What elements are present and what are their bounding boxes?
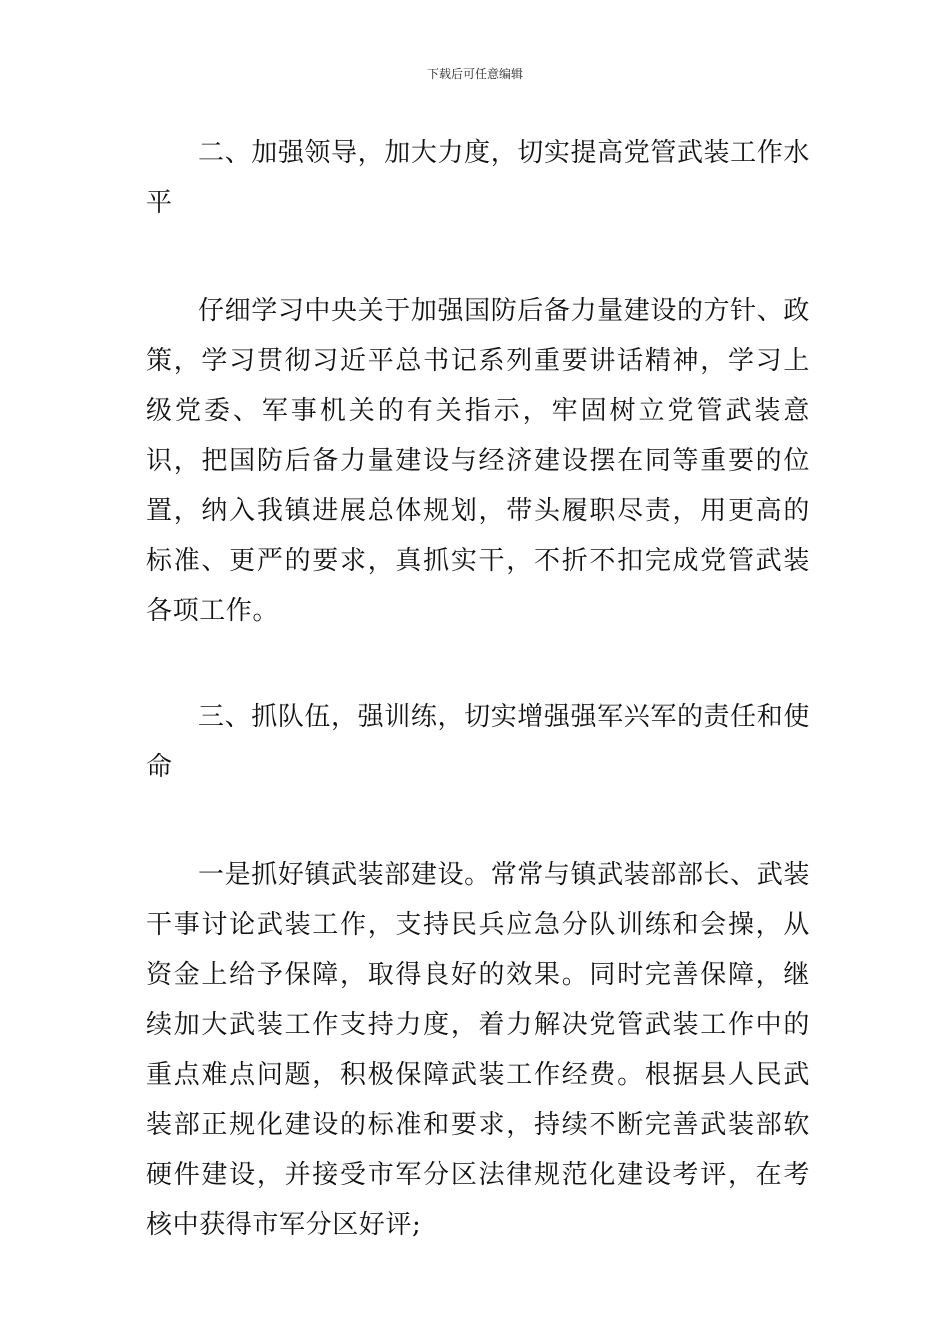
body-paragraph-1: 仔细学习中央关于加强国防后备力量建设的方针、政策，学习贯彻习近平总书记系列重要讲话精神，学习上级党委、军事机关的有关指示，牢固树立党管武装意识，把国防后备力量建设与经济建设摆在同等重要的位置，纳入我镇进展总体规划，带头履职尽责，用更高的标准、更严的要求，真抓实干，不折不扣完成党管武装各项工作。: [146, 296, 810, 626]
document-body: [146, 128, 810, 1250]
section-heading-2: 二、加强领导，加大力度，切实提高党管武装工作水平: [146, 138, 810, 218]
section-heading-3: 三、抓队伍，强训练，切实增强强军兴军的责任和使命: [146, 702, 810, 782]
body-paragraph-2: 一是抓好镇武装部建设。常常与镇武装部部长、武装干事讨论武装工作，支持民兵应急分队训练和会操，从资金上给予保障，取得良好的效果。同时完善保障，继续加大武装工作支持力度，着力解决党管武装工作中的重点难点问题，积极保障武装工作经费。根据县人民武装部正规化建设的标准和要求，持续不断完善武装部软硬件建设，并接受市军分区法律规范化建设考评，在考核中获得市军分区好评;: [146, 860, 810, 1240]
page-header: 下载后可任意编辑: [426, 67, 523, 81]
